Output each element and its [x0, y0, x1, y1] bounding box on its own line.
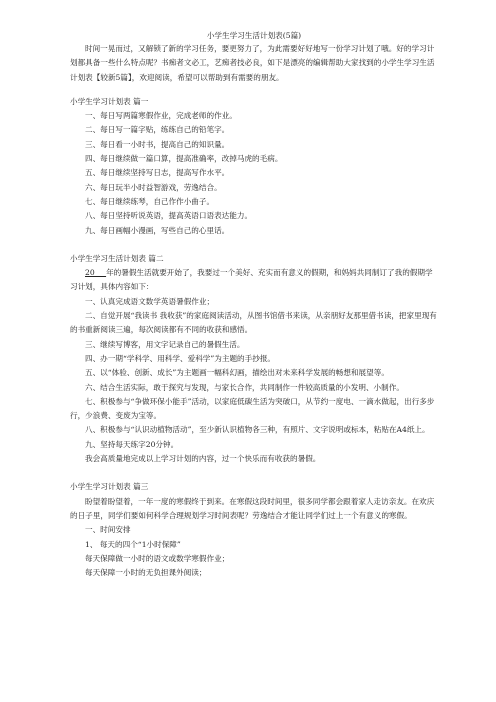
section-1-item: 八、每日坚持听说英语，提高英语口语表达能力。 — [85, 211, 253, 221]
section-2-intro — [70, 266, 438, 295]
section-2-item: 一、认真完成语文数学英语暑假作业； — [85, 296, 215, 306]
section-2-intro-text: 年的暑假生活就要开始了，我要过一个美好、充实而有意义的假期，和妈妈共同制订了我的假期学习计划，具体内容如下： — [70, 268, 433, 292]
section-2-item: 八、积极参与“认识动植物活动”，至少新认识植物各三种，有照片、文字说明或标本，粘贴在A4纸上。 — [85, 425, 430, 435]
document-title: 小学生学习生活计划表(5篇) — [206, 31, 302, 40]
section-2-heading: 小学生学习生活计划表 篇二 — [70, 253, 164, 263]
section-2-item: 六、结合生活实际，敢于探究与发现，与家长合作，共同制作一件较高质量的小发明、小制作。 — [85, 382, 404, 392]
section-1-item: 九、每日画幅小漫画，写些自己的心里话。 — [85, 225, 230, 235]
section-3-intro: 盼望着盼望着，一年一度的寒假终于到来。在寒假这段时间里，很多同学都会跟着家人走访亲友。在欢庆的日子里，同学们要如何科学合理规划学习时间表呢？劳逸结合才能让同学们过上一个有意义的寒假。 — [70, 496, 435, 520]
section-2-item: 九、坚持每天练字20分钟。 — [85, 439, 179, 449]
section-3-heading: 小学生学习计划表 篇三 — [70, 482, 149, 492]
section-1-item: 二、每日写一篇字贴，练练自己的铅笔字。 — [85, 125, 230, 135]
section-1-item: 四、每日继续做一篇口算，提高准确率，改掉马虎的毛病。 — [85, 154, 283, 164]
section-2-item: 四、办一期“学科学、用科学、爱科学”为主题的手抄报。 — [85, 353, 276, 363]
section-3-subheading: 1、 每天的四个“1小时保障” — [85, 539, 181, 549]
year-blank: 20___ — [85, 268, 107, 278]
intro-paragraph: 时间一晃而过，又解锁了新的学习任务，要更努力了，为此需要好好地写一份学习计划了哦。好的学习计划都具备一些什么特点呢？书痴者文必工，艺痴者技必良，如下是漂亮的编辑帮助大家找到的小学生学习生活计划表【较新5篇】，欢迎阅读，希望可以帮助到有需要的朋友。 — [70, 44, 435, 82]
section-2-item: 七、积极参与“争做环保小能手”活动，以家庭低碳生活为突破口，从节约一度电、一滴水做起，出行多步行，少浪费、变废为宝等。 — [70, 396, 435, 421]
section-1-item: 五、每日继续坚持写日志，提高写作水平。 — [85, 168, 230, 178]
section-3-line: 每天保障一小时的无负担课外阅读； — [85, 568, 207, 578]
section-1-item: 七、每日继续练琴，自己作作小曲子。 — [85, 196, 215, 206]
section-2-item: 三、继续写博客，用文字记录自己的暑假生活。 — [85, 339, 245, 349]
section-2-item: 二、自觉开展“我读书 我收获”的家庭阅读活动，从图书馆借书来读，从亲朋好友那里借书读，把家里现有的书重新阅读三遍，每次阅读都有不同的收获和感悟。 — [70, 311, 437, 335]
section-3-line: 每天保障做一小时的语文或数学寒假作业； — [85, 553, 230, 563]
section-1-item: 一、每日写两篇寒假作业，完成老师的作业。 — [85, 111, 237, 121]
section-2-closing: 我会高质量地完成以上学习计划的内容，过一个快乐而有收获的暑假。 — [85, 454, 321, 464]
section-2-item: 五、以“体验、创新、成长”为主题画一幅科幻画，描绘出对未来科学发展的畅想和展望等。 — [85, 368, 389, 378]
section-3-subheading: 一、时间安排 — [85, 525, 131, 535]
section-1-item: 六、每日玩半小时益智游戏，劳逸结合。 — [85, 182, 222, 192]
section-1-heading: 小学生学习计划表 篇一 — [70, 96, 149, 106]
section-1-item: 三、每日看一小时书，提高自己的知识量。 — [85, 139, 230, 149]
